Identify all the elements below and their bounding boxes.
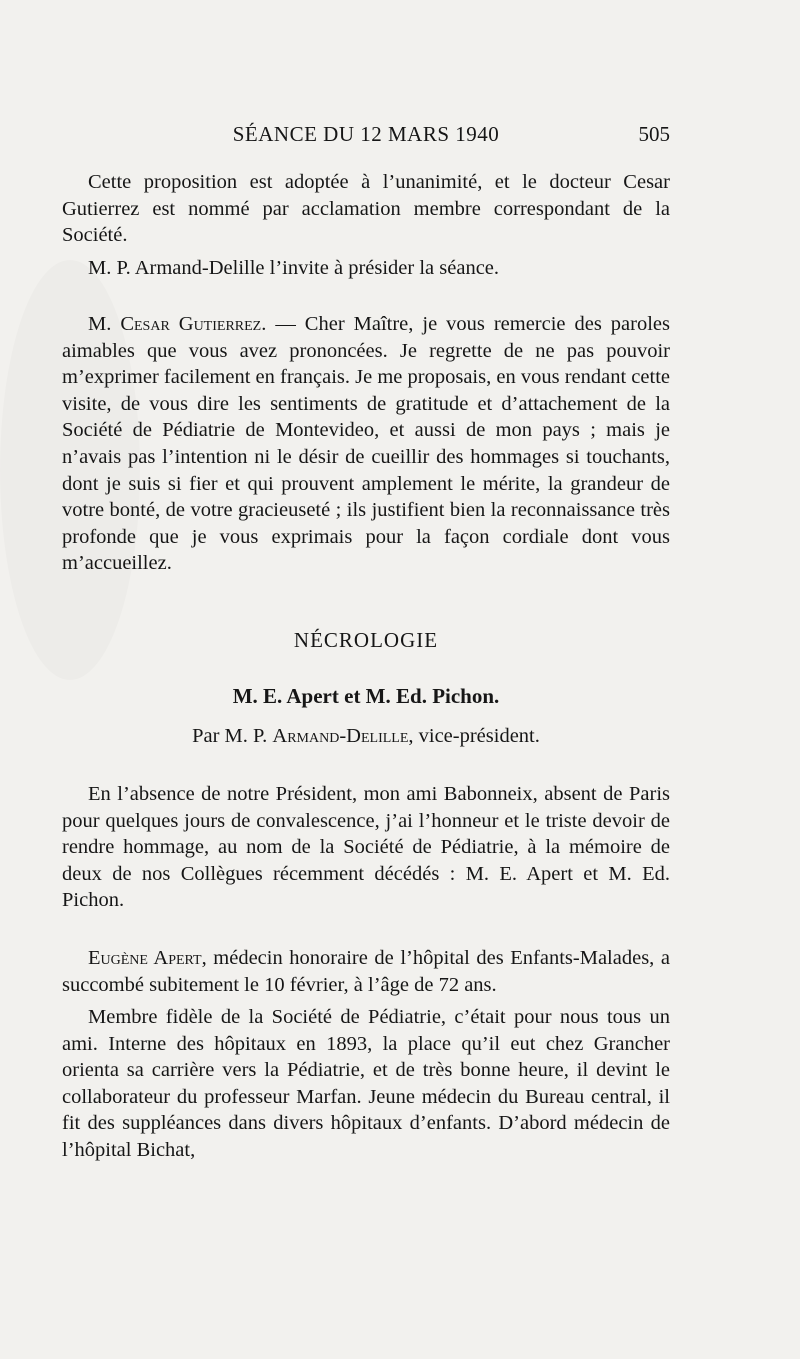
running-head	[62, 122, 670, 152]
article-byline	[62, 725, 670, 748]
paragraph-gutierrez-speech	[62, 311, 670, 577]
byline-prefix: Par M. P.	[192, 725, 273, 747]
page-number: 505	[638, 122, 670, 146]
apert-name: Eugène Apert	[88, 947, 202, 969]
article-subtitle: M. E. Apert et M. Ed. Pichon.	[232, 684, 500, 708]
running-head-title: SÉANCE DU 12 MARS 1940	[232, 122, 500, 146]
byline-name: Armand-Delille	[272, 725, 409, 747]
paragraph-invitation: M. P. Armand-Delille l’invite à présider la séance.	[88, 257, 500, 279]
section-title: NÉCROLOGIE	[293, 628, 439, 652]
paragraph-adoption: Cette proposition est adoptée à l’unanimité, et le docteur Cesar Gutierrez est nommé par acclamation membre correspondant de la Société.	[62, 171, 670, 247]
speech-text: — Cher Maître, je vous remercie des paroles aimables que vous avez prononcées. Je regrette de ne pas pouvoir m’exprimer facilement en français. Je me proposais, en vous rendant cette visite, de vous dire les sentiments de gratitude et d’attachement de la Société de Pédiatrie de Montevideo, et aussi de mon pays ; mais je n’avais pas l’intention ni le désir de cueillir des hommages si touchants, dont je suis si fier et qui prouvent amplement le mérite, la grandeur de votre bonté, de votre gracieuseté ; ils justifient bien la reconnaissance très profonde que je vous exprimais pour la façon cordiale dont vous m’accueillez.	[62, 313, 671, 575]
apert-intro-text: , médecin honoraire de l’hôpital des Enfants-Malades, a succombé subitement le 10 février, à l’âge de 72 ans.	[62, 947, 670, 996]
paragraph-apert-career: Membre fidèle de la Société de Pédiatrie, c’était pour nous tous un ami. Interne des hôpitaux en 1893, la place qu’il eut chez Grancher orienta sa carrière vers la Pédiatrie, et de très bonne heure, il devint le collaborateur du professeur Marfan. Jeune médecin du Bureau central, il fit des suppléances dans divers hôpitaux d’enfants. D’abord médecin de l’hôpital Bichat,	[62, 1006, 670, 1161]
paragraph-homage: En l’absence de notre Président, mon ami Babonneix, absent de Paris pour quelques jours de convalescence, j’ai l’honneur et le triste devoir de rendre hommage, au nom de la Société de Pédiatrie, à la mémoire de deux de nos Collègues récemment décédés : M. E. Apert et M. Ed. Pichon.	[62, 783, 670, 912]
paragraph-apert-intro	[62, 945, 670, 998]
speaker-name: M. Cesar Gutierrez.	[88, 313, 267, 335]
byline-suffix: , vice-président.	[408, 725, 540, 747]
